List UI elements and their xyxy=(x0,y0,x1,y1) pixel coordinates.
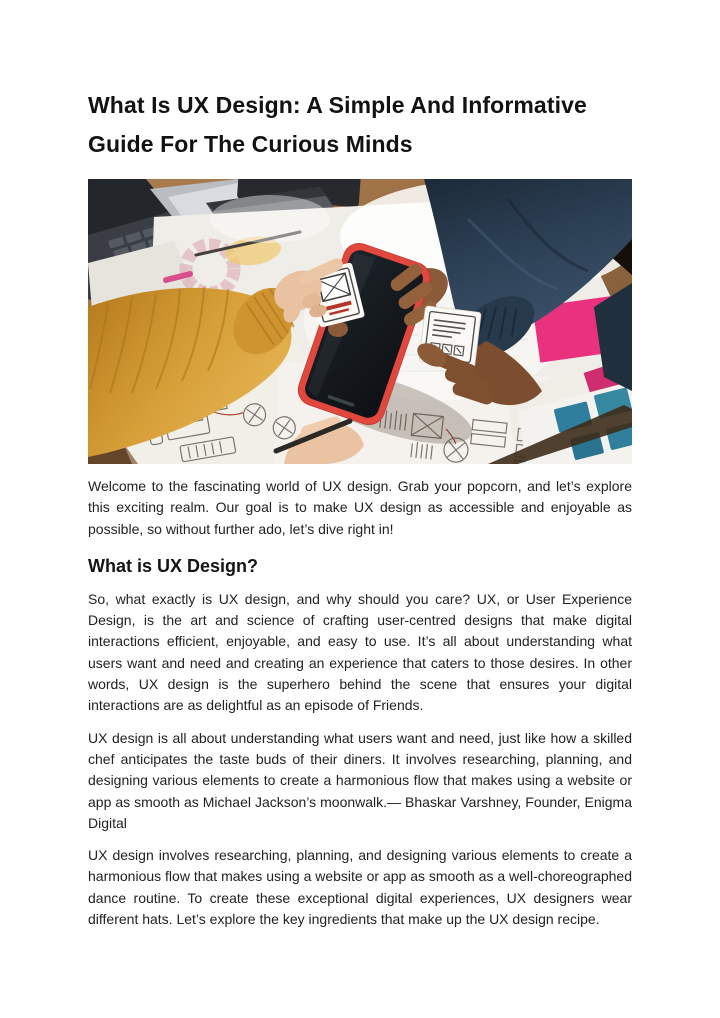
body-paragraph-2: UX design is all about understanding what users want and need, just like how a skilled chef anticipates the taste buds of their diners. It involves researching, planning, and designing various elements to create a harmonious flow that makes using a website or app as smooth as Michael Jackson’s moonwalk.— Bhaskar Varshney, Founder, Enigma Digital xyxy=(88,729,632,831)
intro-paragraph: Welcome to the fascinating world of UX design. Grab your popcorn, and let’s explore this exciting realm. Our goal is to make UX design as accessible and enjoyable as possible, so without further ado, let’s dive right in! xyxy=(88,478,632,537)
section-heading: What is UX Design? xyxy=(88,555,259,576)
light-glare xyxy=(210,195,330,243)
hero-image xyxy=(88,179,632,464)
article-body xyxy=(88,476,632,930)
article-title: What Is UX Design: A Simple And Informative Guide For The Curious Minds xyxy=(88,92,587,157)
body-paragraph-1: So, what exactly is UX design, and why should you care? UX, or User Experience Design, is the art and science of crafting user-centred designs that make digital interactions efficient, enjoyable, and easy to use. It’s all about understanding what users want and need and creating an experience that caters to those desires. In other words, UX design is the superhero behind the scene that ensures your digital interactions are as delightful as an episode of Friends. xyxy=(88,590,632,714)
body-paragraph-3: UX design involves researching, planning, and designing various elements to create a harmonious flow that makes using a website or app as smooth as a well-choreographed dance routine. To create these exceptional digital experiences, UX designers wear different hats. Let’s explore the key ingredients that make up the UX design recipe. xyxy=(88,847,632,928)
hero-illustration xyxy=(88,179,632,464)
